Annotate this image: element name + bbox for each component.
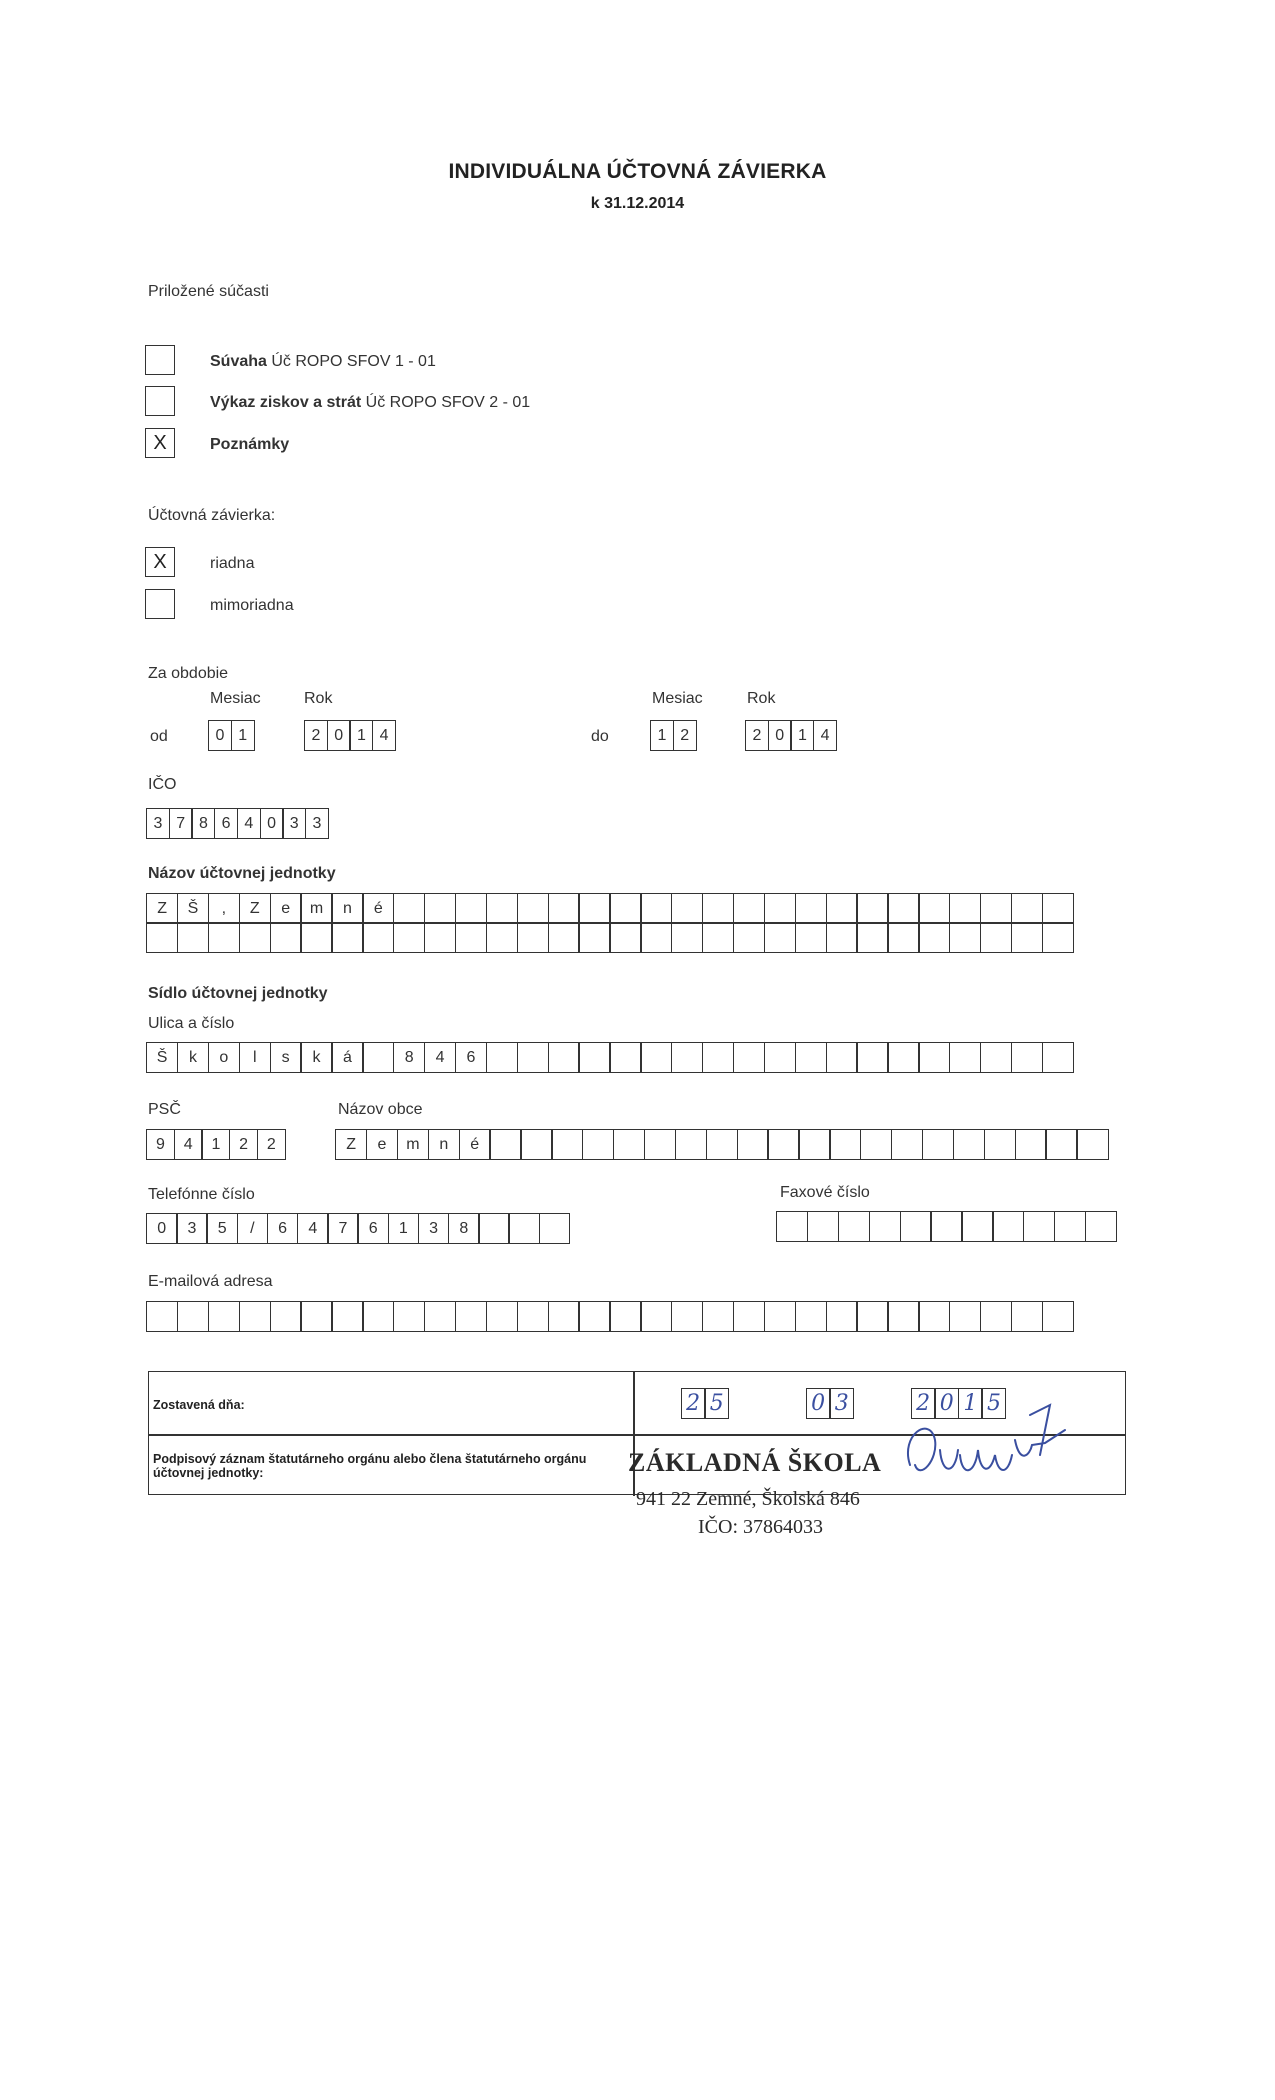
char-cell	[1076, 1129, 1108, 1160]
char-cell	[393, 893, 425, 924]
char-cell	[609, 1042, 641, 1073]
phone-label: Telefónne číslo	[148, 1186, 255, 1203]
char-cell	[270, 1301, 302, 1332]
char-cell	[300, 922, 332, 953]
char-cell: 9	[146, 1129, 175, 1160]
char-cell	[856, 1042, 888, 1073]
char-cell: 4	[372, 720, 396, 751]
char-cell	[733, 922, 765, 953]
handwritten-digit-cell: 2	[911, 1388, 936, 1419]
char-cell	[949, 893, 981, 924]
ico-label: IČO	[148, 776, 177, 793]
char-cell	[887, 1042, 919, 1073]
char-cell	[548, 1042, 580, 1073]
char-cell: 3	[146, 808, 170, 839]
char-cell	[489, 1129, 521, 1160]
char-cell	[706, 1129, 738, 1160]
char-cell	[764, 1042, 796, 1073]
char-cell: 4	[174, 1129, 203, 1160]
char-cell	[1011, 893, 1043, 924]
char-cell	[208, 922, 240, 953]
char-cell	[671, 1301, 703, 1332]
char-cell	[992, 1211, 1024, 1242]
checkbox-mimoriadna[interactable]	[145, 589, 175, 619]
char-cell: 2	[745, 720, 769, 751]
char-cell	[795, 922, 827, 953]
char-cell	[869, 1211, 901, 1242]
seat-label: Sídlo účtovnej jednotky	[148, 985, 328, 1002]
char-cell: 2	[257, 1129, 286, 1160]
char-cell	[918, 1301, 950, 1332]
char-cell	[362, 1042, 394, 1073]
char-cell: 6	[455, 1042, 487, 1073]
char-cell	[548, 922, 580, 953]
char-cell: 6	[357, 1213, 389, 1244]
psc-field[interactable]	[146, 1129, 286, 1160]
char-cell	[455, 893, 487, 924]
stamp-line-2: 941 22 Zemné, Školská 846	[636, 1488, 860, 1510]
char-cell	[807, 1211, 839, 1242]
char-cell: 7	[327, 1213, 359, 1244]
char-cell	[362, 1301, 394, 1332]
char-cell	[961, 1211, 993, 1242]
char-cell	[1042, 1042, 1074, 1073]
char-cell	[300, 1301, 332, 1332]
stamp-line-3: IČO: 37864033	[698, 1516, 823, 1538]
char-cell: 0	[146, 1213, 178, 1244]
char-cell: 2	[304, 720, 328, 751]
char-cell: 1	[790, 720, 814, 751]
char-cell	[520, 1129, 552, 1160]
char-cell	[613, 1129, 645, 1160]
char-cell: e	[366, 1129, 398, 1160]
char-cell: k	[300, 1042, 332, 1073]
stamp-line-1: ZÁKLADNÁ ŠKOLA	[628, 1448, 882, 1477]
char-cell	[980, 1042, 1012, 1073]
char-cell	[918, 922, 950, 953]
from-year-field[interactable]	[304, 720, 396, 751]
char-cell: 0	[768, 720, 792, 751]
handwritten-digit-cell: 5	[981, 1388, 1006, 1419]
to-month-label: Mesiac	[652, 690, 703, 707]
char-cell	[795, 893, 827, 924]
char-cell	[795, 1301, 827, 1332]
char-cell	[984, 1129, 1016, 1160]
char-cell	[486, 1301, 518, 1332]
char-cell	[953, 1129, 985, 1160]
email-field[interactable]	[146, 1301, 1074, 1332]
char-cell	[829, 1129, 861, 1160]
char-cell	[362, 922, 394, 953]
char-cell	[177, 1301, 209, 1332]
compiled-month-field[interactable]	[807, 1388, 854, 1419]
email-label: E-mailová adresa	[148, 1273, 273, 1290]
char-cell	[702, 893, 734, 924]
to-year-label: Rok	[747, 690, 776, 707]
signature-label: Podpisový záznam štatutárneho orgánu alebo člena štatutárneho orgánu účtovnej jednotky:	[153, 1452, 587, 1480]
char-cell: 3	[418, 1213, 450, 1244]
char-cell	[578, 1042, 610, 1073]
char-cell: 5	[206, 1213, 238, 1244]
char-cell	[949, 1042, 981, 1073]
compiled-date-label: Zostavená dňa:	[153, 1398, 245, 1412]
char-cell: n	[331, 893, 363, 924]
char-cell: 6	[267, 1213, 299, 1244]
checkbox-suvaha[interactable]	[145, 345, 175, 375]
char-cell	[424, 922, 456, 953]
char-cell	[478, 1213, 510, 1244]
period-label: Za obdobie	[148, 665, 229, 682]
char-cell	[733, 1301, 765, 1332]
char-cell: o	[208, 1042, 240, 1073]
char-cell	[424, 893, 456, 924]
char-cell: 4	[424, 1042, 456, 1073]
fax-field[interactable]	[776, 1211, 1117, 1242]
char-cell: k	[177, 1042, 209, 1073]
handwritten-digit-cell: 0	[806, 1388, 831, 1419]
char-cell: 0	[327, 720, 351, 751]
char-cell	[733, 893, 765, 924]
char-cell	[640, 922, 672, 953]
char-cell	[671, 1042, 703, 1073]
char-cell	[856, 922, 888, 953]
fax-label: Faxové číslo	[780, 1184, 870, 1201]
char-cell	[609, 922, 641, 953]
char-cell: 3	[282, 808, 306, 839]
char-cell	[517, 893, 549, 924]
char-cell	[949, 1301, 981, 1332]
char-cell: Z	[335, 1129, 367, 1160]
char-cell: 1	[201, 1129, 230, 1160]
char-cell	[980, 893, 1012, 924]
char-cell: 4	[297, 1213, 329, 1244]
char-cell	[1045, 1129, 1077, 1160]
street-field[interactable]	[146, 1042, 1074, 1073]
char-cell	[508, 1213, 540, 1244]
char-cell	[486, 922, 518, 953]
char-cell	[548, 893, 580, 924]
char-cell	[1011, 922, 1043, 953]
char-cell	[393, 1301, 425, 1332]
ico-field[interactable]	[146, 808, 329, 839]
char-cell	[675, 1129, 707, 1160]
to-label: do	[591, 728, 609, 745]
char-cell	[331, 922, 363, 953]
attachment-suvaha-label: Súvaha Úč ROPO SFOV 1 - 01	[210, 353, 436, 370]
char-cell	[1015, 1129, 1047, 1160]
char-cell	[922, 1129, 954, 1160]
char-cell	[582, 1129, 614, 1160]
char-cell	[1023, 1211, 1055, 1242]
char-cell	[826, 922, 858, 953]
char-cell	[733, 1042, 765, 1073]
char-cell	[551, 1129, 583, 1160]
char-cell	[856, 893, 888, 924]
char-cell	[424, 1301, 456, 1332]
char-cell	[1042, 1301, 1074, 1332]
compiled-day-field[interactable]	[682, 1388, 729, 1419]
char-cell	[702, 1042, 734, 1073]
name-field-row-2[interactable]	[146, 922, 1074, 953]
from-month-label: Mesiac	[210, 690, 261, 707]
char-cell	[826, 1301, 858, 1332]
char-cell	[208, 1301, 240, 1332]
handwritten-digit-cell: 2	[681, 1388, 706, 1419]
char-cell	[539, 1213, 571, 1244]
attachments-label: Priložené súčasti	[148, 283, 269, 300]
name-field-row-1[interactable]	[146, 893, 1074, 924]
char-cell	[980, 922, 1012, 953]
char-cell	[486, 893, 518, 924]
char-cell	[930, 1211, 962, 1242]
phone-field[interactable]	[146, 1213, 570, 1244]
form-title: INDIVIDUÁLNA ÚČTOVNÁ ZÁVIERKA	[448, 160, 827, 183]
char-cell	[239, 1301, 271, 1332]
char-cell	[918, 1042, 950, 1073]
char-cell	[517, 1042, 549, 1073]
char-cell	[578, 922, 610, 953]
char-cell: 6	[214, 808, 238, 839]
char-cell	[671, 893, 703, 924]
checkbox-riadna[interactable]: X	[145, 547, 175, 577]
char-cell	[548, 1301, 580, 1332]
handwritten-digit-cell: 3	[829, 1388, 854, 1419]
char-cell	[767, 1129, 799, 1160]
handwritten-digit-cell: 1	[958, 1388, 983, 1419]
char-cell: l	[239, 1042, 271, 1073]
name-label: Názov účtovnej jednotky	[148, 865, 336, 882]
char-cell	[1054, 1211, 1086, 1242]
char-cell	[578, 893, 610, 924]
from-month-field[interactable]	[208, 720, 255, 751]
handwritten-signature	[880, 1395, 1080, 1505]
to-month-field[interactable]	[650, 720, 697, 751]
handwritten-digit-cell: 0	[934, 1388, 959, 1419]
char-cell	[393, 922, 425, 953]
handwritten-digit-cell: 5	[704, 1388, 729, 1419]
char-cell	[1042, 893, 1074, 924]
char-cell	[826, 1042, 858, 1073]
char-cell: 1	[388, 1213, 420, 1244]
char-cell	[640, 1301, 672, 1332]
char-cell: á	[331, 1042, 363, 1073]
char-cell	[239, 922, 271, 953]
char-cell	[177, 922, 209, 953]
char-cell	[764, 922, 796, 953]
char-cell: 0	[260, 808, 284, 839]
psc-label: PSČ	[148, 1101, 181, 1118]
checkbox-poznamky[interactable]: X	[145, 428, 175, 458]
char-cell	[644, 1129, 676, 1160]
char-cell: s	[270, 1042, 302, 1073]
char-cell: Š	[146, 1042, 178, 1073]
char-cell: e	[270, 893, 302, 924]
closing-label: Účtovná závierka:	[148, 507, 276, 524]
char-cell	[486, 1042, 518, 1073]
char-cell	[887, 922, 919, 953]
char-cell	[640, 1042, 672, 1073]
checkbox-vykaz[interactable]	[145, 386, 175, 416]
char-cell: 1	[650, 720, 674, 751]
char-cell	[671, 922, 703, 953]
char-cell	[918, 893, 950, 924]
char-cell	[798, 1129, 830, 1160]
char-cell: 4	[237, 808, 261, 839]
char-cell: Z	[239, 893, 271, 924]
attachment-poznamky-label: Poznámky	[210, 436, 290, 453]
attachment-vykaz-label: Výkaz ziskov a strát Úč ROPO SFOV 2 - 01	[210, 394, 531, 411]
char-cell	[455, 922, 487, 953]
char-cell	[1011, 1301, 1043, 1332]
char-cell	[331, 1301, 363, 1332]
char-cell	[609, 1301, 641, 1332]
char-cell: /	[237, 1213, 269, 1244]
from-year-label: Rok	[304, 690, 333, 707]
city-label: Názov obce	[338, 1101, 423, 1118]
char-cell	[900, 1211, 932, 1242]
char-cell: 8	[393, 1042, 425, 1073]
char-cell	[146, 922, 178, 953]
char-cell: Z	[146, 893, 178, 924]
char-cell	[1085, 1211, 1117, 1242]
char-cell: 2	[229, 1129, 258, 1160]
char-cell	[702, 1301, 734, 1332]
char-cell: 7	[169, 808, 193, 839]
char-cell: m	[300, 893, 332, 924]
char-cell: m	[397, 1129, 429, 1160]
char-cell	[609, 893, 641, 924]
char-cell: n	[428, 1129, 460, 1160]
char-cell: 4	[813, 720, 837, 751]
closing-mimoriadna-label: mimoriadna	[210, 597, 294, 614]
city-field[interactable]	[335, 1129, 1109, 1160]
street-label: Ulica a číslo	[148, 1015, 235, 1032]
form-date: k 31.12.2014	[590, 195, 685, 212]
char-cell	[1042, 922, 1074, 953]
char-cell	[860, 1129, 892, 1160]
char-cell: 2	[673, 720, 697, 751]
char-cell	[517, 922, 549, 953]
char-cell	[764, 1301, 796, 1332]
char-cell	[949, 922, 981, 953]
char-cell: 8	[191, 808, 215, 839]
char-cell	[887, 1301, 919, 1332]
char-cell: é	[459, 1129, 491, 1160]
char-cell	[856, 1301, 888, 1332]
char-cell	[776, 1211, 808, 1242]
char-cell: 1	[231, 720, 255, 751]
closing-riadna-label: riadna	[210, 555, 255, 572]
char-cell	[795, 1042, 827, 1073]
char-cell	[838, 1211, 870, 1242]
char-cell	[826, 893, 858, 924]
to-year-field[interactable]	[745, 720, 837, 751]
char-cell: ,	[208, 893, 240, 924]
char-cell	[764, 893, 796, 924]
char-cell	[702, 922, 734, 953]
from-label: od	[150, 728, 168, 745]
char-cell	[517, 1301, 549, 1332]
char-cell: Š	[177, 893, 209, 924]
char-cell	[455, 1301, 487, 1332]
char-cell: é	[362, 893, 394, 924]
char-cell	[891, 1129, 923, 1160]
char-cell	[270, 922, 302, 953]
char-cell	[1011, 1042, 1043, 1073]
char-cell	[737, 1129, 769, 1160]
char-cell: 3	[305, 808, 329, 839]
char-cell: 3	[176, 1213, 208, 1244]
char-cell	[640, 893, 672, 924]
char-cell: 8	[448, 1213, 480, 1244]
char-cell	[980, 1301, 1012, 1332]
char-cell: 0	[208, 720, 232, 751]
char-cell	[887, 893, 919, 924]
char-cell	[146, 1301, 178, 1332]
char-cell: 1	[349, 720, 373, 751]
char-cell	[578, 1301, 610, 1332]
